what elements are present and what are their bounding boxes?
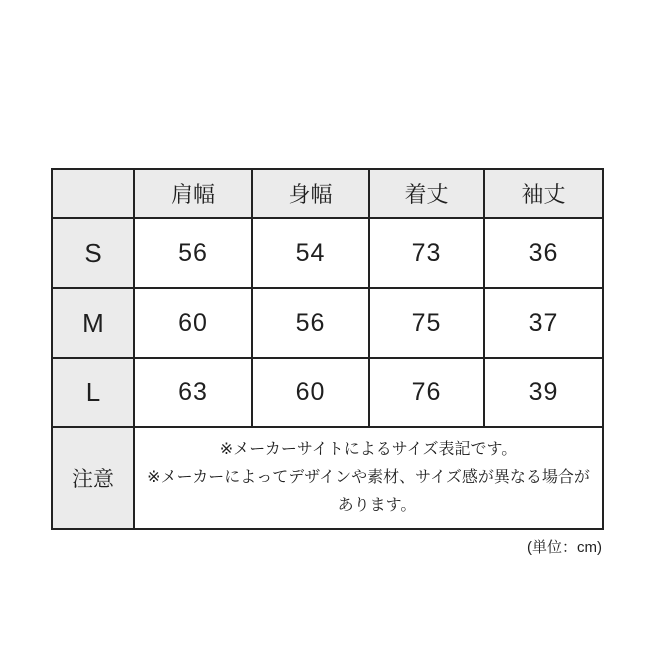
value-m-shoulder: 60 <box>134 288 252 358</box>
header-cell-blank <box>52 169 134 218</box>
table-header-row <box>52 169 603 218</box>
header-cell-body-width: 身幅 <box>252 169 369 218</box>
note-label: 注意 <box>52 427 134 529</box>
value-s-shoulder: 56 <box>134 218 252 288</box>
table-row-size-l <box>52 358 603 427</box>
value-m-length: 75 <box>369 288 484 358</box>
size-label-s: S <box>52 218 134 288</box>
value-m-sleeve: 37 <box>484 288 603 358</box>
note-line-1: ※メーカーサイトによるサイズ表記です。 <box>219 441 518 458</box>
value-s-length: 73 <box>369 218 484 288</box>
header-cell-sleeve-length: 袖丈 <box>484 169 603 218</box>
value-l-length: 76 <box>369 358 484 427</box>
value-l-body: 60 <box>252 358 369 427</box>
table-row-size-s <box>52 218 603 288</box>
table-row-size-m <box>52 288 603 358</box>
value-m-body: 56 <box>252 288 369 358</box>
size-chart-table <box>51 168 604 530</box>
note-cell <box>134 427 603 529</box>
note-line-2: ※メーカーによってデザインや素材、サイズ感が異なる場合が <box>147 469 590 486</box>
value-s-sleeve: 36 <box>484 218 603 288</box>
value-l-sleeve: 39 <box>484 358 603 427</box>
unit-caption: (単位：cm) <box>527 539 602 556</box>
table-row-notes <box>52 427 603 529</box>
size-label-l: L <box>52 358 134 427</box>
header-cell-shoulder-width: 肩幅 <box>134 169 252 218</box>
header-cell-length: 着丈 <box>369 169 484 218</box>
note-line-3: あります。 <box>337 497 417 514</box>
size-label-m: M <box>52 288 134 358</box>
value-l-shoulder: 63 <box>134 358 252 427</box>
value-s-body: 54 <box>252 218 369 288</box>
